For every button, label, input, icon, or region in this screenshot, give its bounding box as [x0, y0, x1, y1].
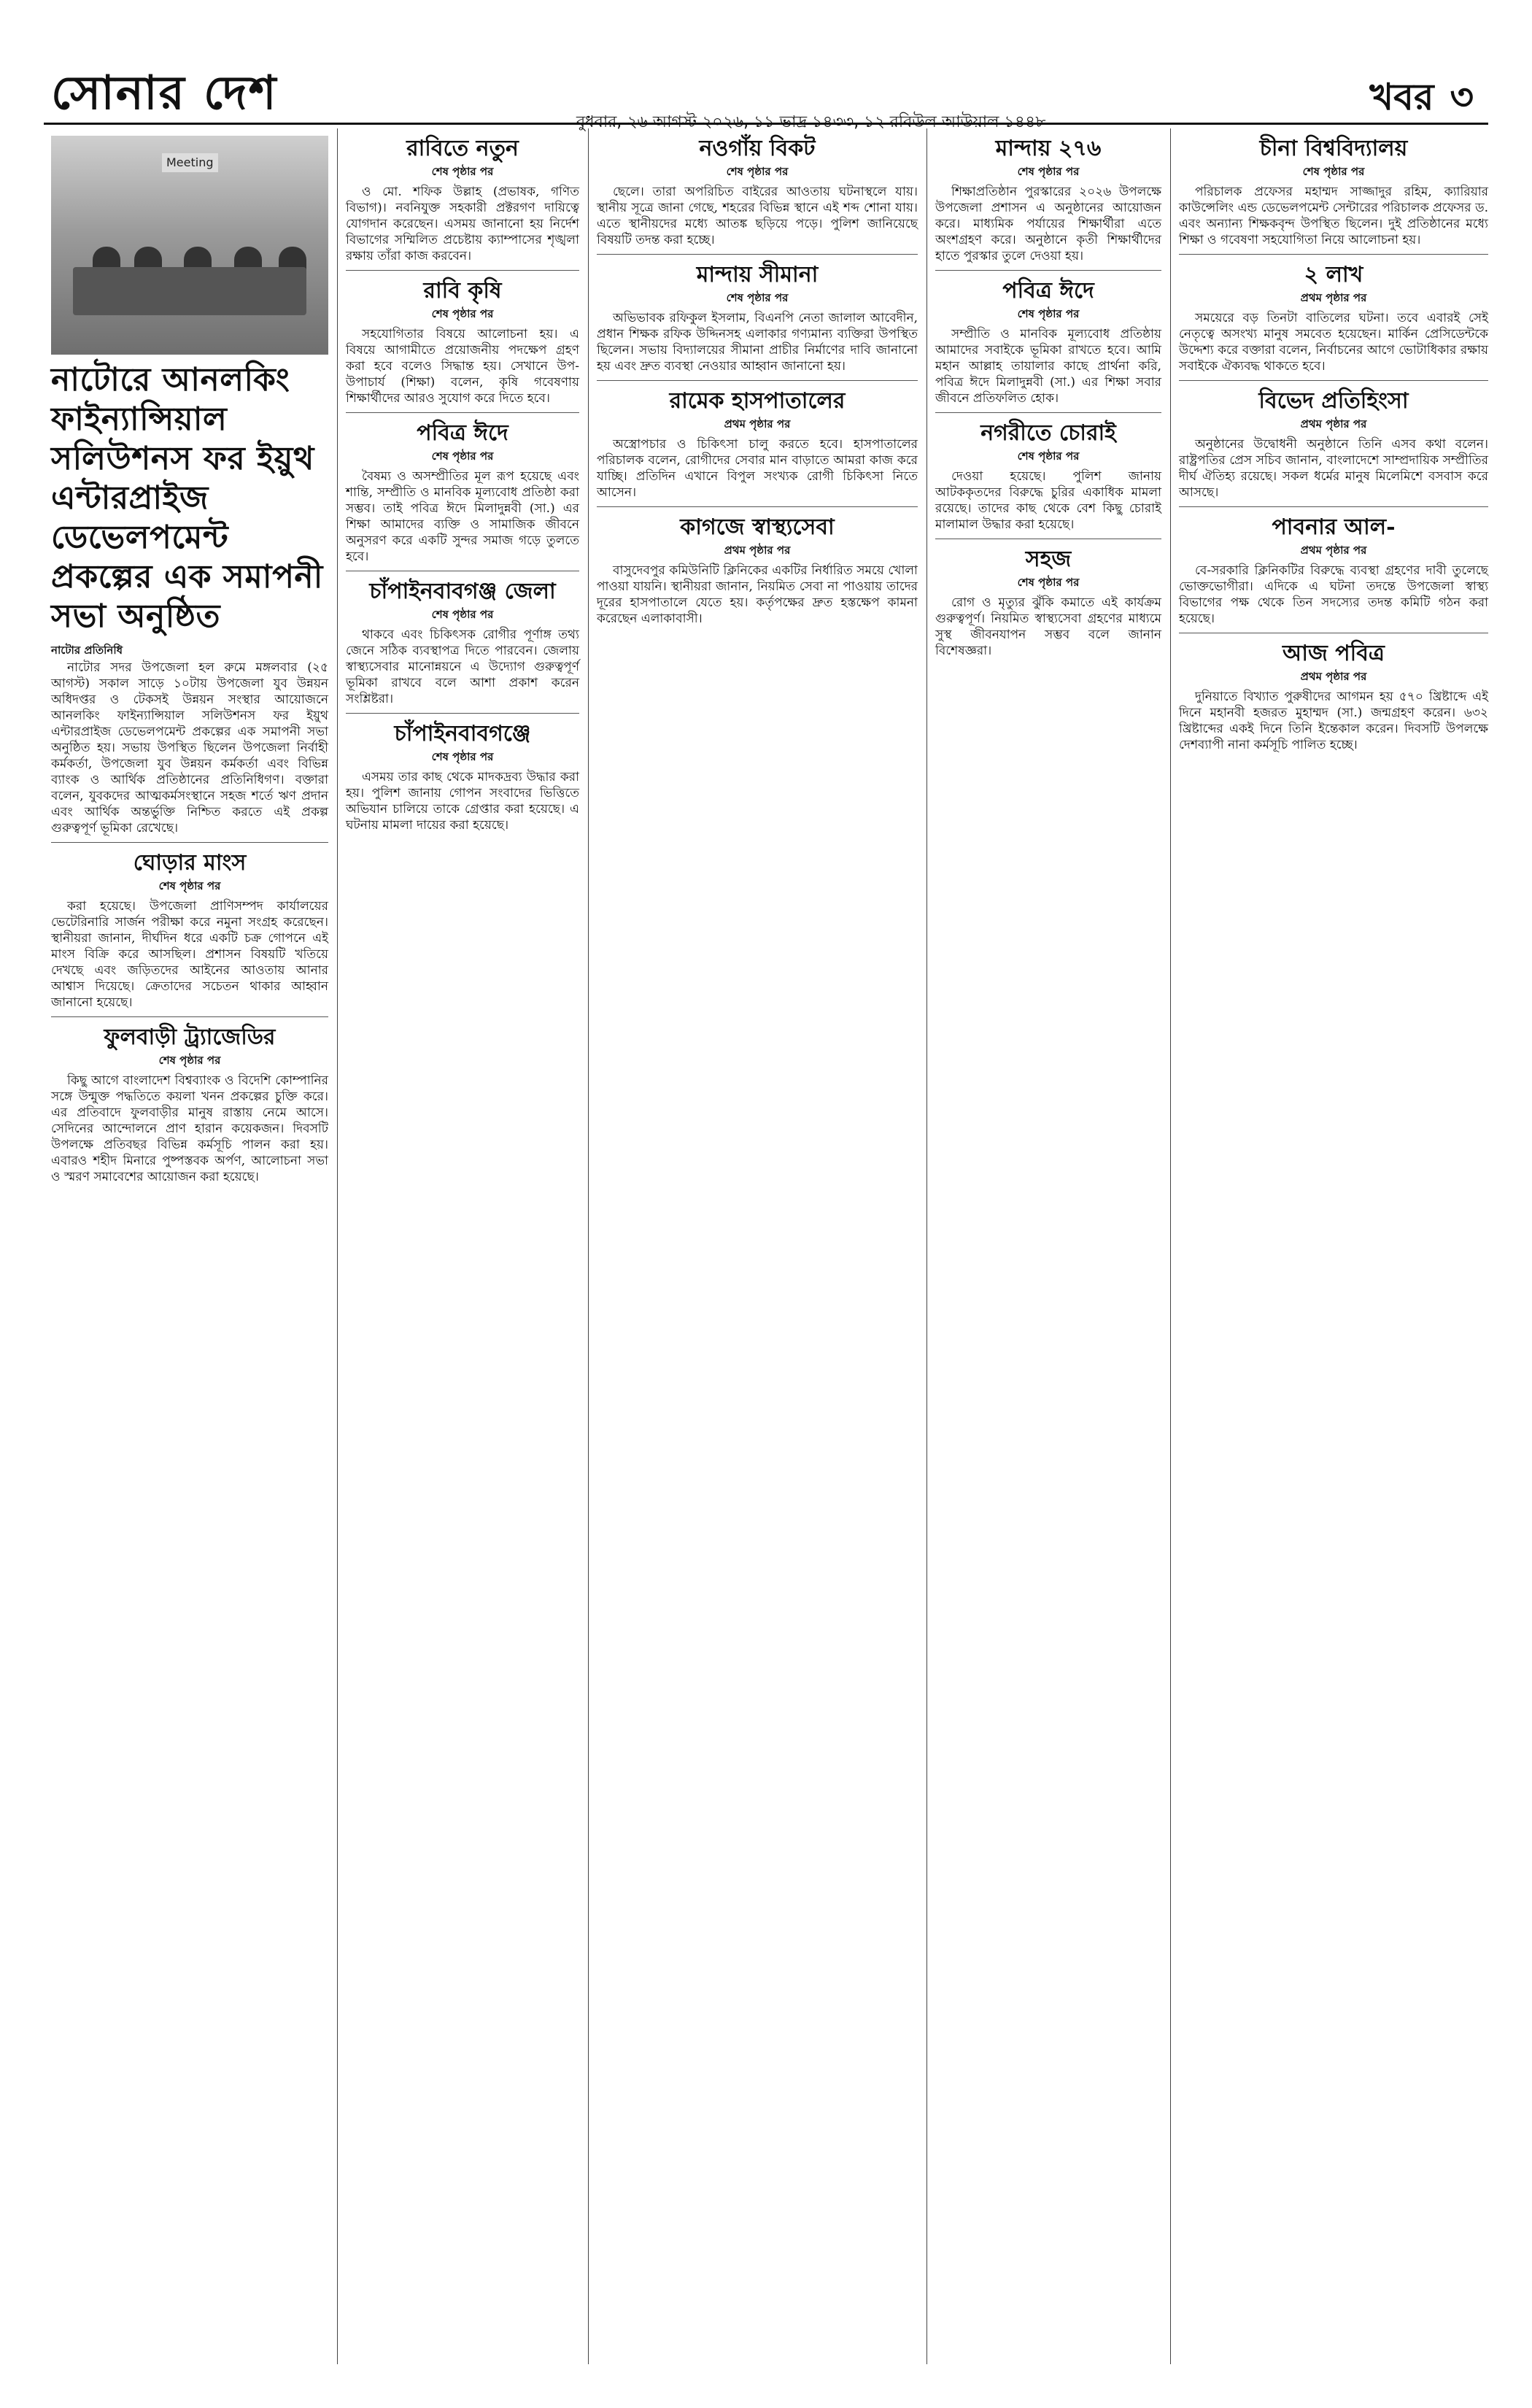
column-1 — [51, 128, 328, 1186]
story-title: চাঁপাইনবাবগঞ্জে — [394, 721, 531, 746]
story-body: পরিচালক প্রফেসর মহাম্মদ সাজ্জাদুর রহিম, ক্যারিয়ার কাউন্সেলিং এন্ড ডেভেলপমেন্ট সেন্টারের পরিচালক প্রফেসর ড. এবং অন্যান্য শিক্ষকবৃন্দ উপস্থিত ছিলেন। দুই প্রতিষ্ঠানের মধ্যে শিক্ষা ও গবেষণা সহযোগিতা নিয়ে আলোচনা হয়। — [1179, 185, 1488, 247]
story-continued: প্রথম পৃষ্ঠার পর — [1300, 670, 1367, 683]
story-title: ২ লাখ — [1304, 262, 1363, 288]
byline: নাটোর প্রতিনিধি — [51, 644, 123, 657]
story-continued: শেষ পৃষ্ঠার পর — [1017, 165, 1080, 178]
story-continued: শেষ পৃষ্ঠার পর — [431, 307, 494, 320]
story-title: নওগাঁয় বিকট — [699, 136, 816, 161]
story-body: অস্ত্রোপচার ও চিকিৎসা চালু করতে হবে। হাসপাতালের পরিচালক বলেন, রোগীদের সেবার মান বাড়াতে আমরা কাজ করে যাচ্ছি। প্রতিদিন এখানে বিপুল সংখ্যক রোগী চিকিৎসা নিতে আসেন। — [597, 437, 918, 500]
story-body: বাসুদেবপুর কমিউনিটি ক্লিনিকের একটির নির্ধারিত সময়ে খোলা পাওয়া যায়নি। স্থানীয়রা জানান, নিয়মিত সেবা না পাওয়ায় তাদের দূরের হাসপাতালে যেতে হয়। কর্তৃপক্ষের দ্রুত হস্তক্ষেপ কামনা করেছেন এলাকাবাসী। — [597, 563, 918, 626]
story-body: এসময় তার কাছ থেকে মাদকদ্রব্য উদ্ধার করা হয়। পুলিশ জানায় গোপন সংবাদের ভিত্তিতে অভিযান চালিয়ে তাকে গ্রেপ্তার করা হয়েছে। এ ঘটনায় মামলা দায়ের করা হয়েছে। — [346, 770, 579, 833]
story-continued: শেষ পৃষ্ঠার পর — [158, 1054, 221, 1067]
story-continued: প্রথম পৃষ্ঠার পর — [1300, 417, 1367, 431]
photo-sign: Meeting — [162, 153, 218, 172]
story-title: নগরীতে চোরাই — [980, 420, 1116, 446]
story-continued: শেষ পৃষ্ঠার পর — [726, 291, 789, 304]
story-body: সময়েরে বড় তিনটা বাতিলের ঘটনা। তবে এবারই সেই নেতৃত্বে অসংখ্য মানুষ সমবেত হয়েছেন। মার্কিন প্রেসিডেন্টকে উদ্দেশ্য করে বক্তারা বলেন, নির্বাচনের আগে ভোটাধিকার রক্ষায় সবাইকে ঐক্যবদ্ধ থাকতে হবে। — [1179, 311, 1488, 374]
story-body: ছেলে। তারা অপরিচিত বাইরের আওতায় ঘটনাস্থলে যায়। স্থানীয় সূত্রে জানা গেছে, শহরের বিভিন্ন স্থানে এই শব্দ শোনা যায়। এতে স্থানীয়দের মধ্যে আতঙ্ক ছড়িয়ে পড়ে। পুলিশ জানিয়েছে বিষয়টি তদন্ত করা হচ্ছে। — [597, 185, 918, 247]
story-continued: শেষ পৃষ্ঠার পর — [431, 165, 494, 178]
story-title: রামেক হাসপাতালের — [669, 388, 846, 414]
masthead — [51, 67, 1488, 126]
story-body: করা হয়েছে। উপজেলা প্রাণিসম্পদ কার্যালয়ের ভেটেরিনারি সার্জন পরীক্ষা করে নমুনা সংগ্রহ করেছেন। স্থানীয়রা জানান, দীর্ঘদিন ধরে একটি চক্র গোপনে এই মাংস বিক্রি করে আসছিল। প্রশাসন বিষয়টি খতিয়ে দেখছে এবং জড়িতদের আইনের আওতায় আনার আশ্বাস দিয়েছে। ক্রেতাদের সচেতন থাকার আহ্বান জানানো হয়েছে। — [51, 899, 328, 1010]
story-body: অনুষ্ঠানের উদ্বোধনী অনুষ্ঠানে তিনি এসব কথা বলেন। রাষ্ট্রপতির প্রেস সচিব জানান, বাংলাদেশে সাম্প্রদায়িক সম্প্রীতির দীর্ঘ ঐতিহ্য রয়েছে। সকল ধর্মের মানুষ মিলেমিশে বসবাস করে আসছে। — [1179, 437, 1488, 500]
story-body: অভিভাবক রফিকুল ইসলাম, বিএনপি নেতা জালাল আবেদীন, প্রধান শিক্ষক রফিক উদ্দিনসহ এলাকার গণ্যমান্য ব্যক্তিরা উপস্থিত ছিলেন। সভায় বিদ্যালয়ের সীমানা প্রাচীর নির্মাণের দাবি জানানো হয় এবং দ্রুত ব্যবস্থা নেওয়ার আহ্বান জানানো হয়। — [597, 311, 918, 374]
meeting-photo — [51, 136, 328, 355]
story-continued: প্রথম পৃষ্ঠার পর — [724, 417, 791, 431]
story-continued: শেষ পৃষ্ঠার পর — [1017, 307, 1080, 320]
newspaper-logo: সোনার দেশ — [51, 66, 278, 120]
masthead-rule — [44, 123, 1488, 125]
story-continued: শেষ পৃষ্ঠার পর — [1017, 449, 1080, 463]
story-title: পবিত্র ঈদে — [1002, 278, 1094, 304]
story-continued: শেষ পৃষ্ঠার পর — [431, 449, 494, 463]
story-title: রাবিতে নতুন — [406, 136, 519, 161]
story-continued: শেষ পৃষ্ঠার পর — [158, 879, 221, 892]
column-3 — [597, 128, 918, 628]
section-label — [1369, 70, 1474, 131]
story-title: পাবনার আল- — [1272, 514, 1396, 540]
story-continued: শেষ পৃষ্ঠার পর — [726, 165, 789, 178]
page-number: ৩ — [1450, 75, 1474, 118]
story-body: দুনিয়াতে বিখ্যাত পুরুষীদের আগমন হয় ৫৭০ খ্রিষ্টাব্দে এই দিনে মহানবী হজরত মুহাম্মদ (সা.) জন্মগ্রহণ করেন। ৬৩২ খ্রিষ্টাব্দের একই দিনে তিনি ইন্তেকাল করেন। দিবসটি উপলক্ষে দেশব্যাপী নানা কর্মসূচি পালিত হচ্ছে। — [1179, 690, 1488, 752]
story-title: সহজ — [1025, 547, 1072, 572]
story-body: ও মো. শফিক উল্লাহ (প্রভাষক, গণিত বিভাগ)। নবনিযুক্ত সহকারী প্রক্টরগণ দায়িত্বে যোগদান করেছেন। এসময় জানানো হয় নির্দেশ বিভাগের সম্মিলিত প্রচেষ্টায় ক্যাম্পাসের শৃঙ্খলা রক্ষায় তাঁরা কাজ করবেন। — [346, 185, 579, 263]
column-2 — [346, 128, 579, 835]
column-5 — [1179, 128, 1488, 755]
lead-body: নাটোর সদর উপজেলা হল রুমে মঙ্গলবার (২৫ আগস্ট) সকাল সাড়ে ১০টায় উপজেলা যুব উন্নয়ন অধিদপ্তর ও টেকসই উন্নয়ন সংস্থার আয়োজনে আনলকিং ফাইন্যান্সিয়াল সলিউশনস ফর ইয়ুথ এন্টারপ্রাইজ ডেভেলপমেন্ট প্রকল্পের এক সমাপনী সভা অনুষ্ঠিত হয়। সভায় উপস্থিত ছিলেন উপজেলা নির্বাহী কর্মকর্তা, উপজেলা যুব উন্নয়ন কর্মকর্তা এবং বিভিন্ন ব্যাংক ও আর্থিক প্রতিষ্ঠানের প্রতিনিধিগণ। বক্তারা বলেন, যুবকদের আত্মকর্মসংস্থানে সহজ শর্তে ঋণ প্রদান এবং আর্থিক অন্তর্ভুক্তি নিশ্চিত করতে এই প্রকল্প গুরুত্বপূর্ণ ভূমিকা রেখেছে। — [51, 660, 328, 836]
lead-headline: নাটোরে আনলকিং ফাইন্যান্সিয়াল সলিউশনস ফর ইয়ুথ এন্টারপ্রাইজ ডেভেলপমেন্ট প্রকল্পের এক সমাপনী সভা অনুষ্ঠিত — [51, 361, 323, 635]
story-continued: শেষ পৃষ্ঠার পর — [431, 750, 494, 763]
story-title: মান্দায় সীমানা — [696, 262, 819, 288]
story-body: কিছু আগে বাংলাদেশ বিশ্বব্যাংক ও বিদেশি কোম্পানির সঙ্গে উন্মুক্ত পদ্ধতিতে কয়লা খনন প্রকল্পের চুক্তি করে। এর প্রতিবাদে ফুলবাড়ীর মানুষ রাস্তায় নেমে আসে। সেদিনের আন্দোলনে প্রাণ হারান কয়েকজন। দিবসটি উপলক্ষে প্রতিবছর বিভিন্ন কর্মসূচি পালন করা হয়। এবারও শহীদ মিনারে পুষ্পস্তবক অর্পণ, আলোচনা সভা ও স্মরণ সমাবেশের আয়োজন করা হয়েছে। — [51, 1073, 328, 1184]
story-title: মান্দায় ২৭৬ — [995, 136, 1102, 161]
story-continued: প্রথম পৃষ্ঠার পর — [1300, 544, 1367, 557]
story-title: চাঁপাইনবাবগঞ্জ জেলা — [369, 579, 556, 604]
story-body: দেওয়া হয়েছে। পুলিশ জানায় আটককৃতদের বিরুদ্ধে চুরির একাধিক মামলা রয়েছে। তাদের কাছ থেকে বেশ কিছু চোরাই মালামাল উদ্ধার করা হয়েছে। — [935, 469, 1161, 532]
story-continued: শেষ পৃষ্ঠার পর — [1302, 165, 1365, 178]
story-title: আজ পবিত্র — [1283, 641, 1385, 666]
story-title: চীনা বিশ্ববিদ্যালয় — [1259, 136, 1408, 161]
story-title: ফুলবাড়ী ট্র্যাজেডির — [104, 1024, 276, 1050]
story-title: রাবি কৃষি — [423, 278, 502, 304]
story-continued: প্রথম পৃষ্ঠার পর — [724, 544, 791, 557]
story-body: শিক্ষাপ্রতিষ্ঠান পুরস্কারের ২০২৬ উপলক্ষে উপজেলা প্রশাসন এ অনুষ্ঠানের আয়োজন করে। মাধ্যমিক পর্যায়ের শিক্ষার্থীরা এতে অংশগ্রহণ করে। অনুষ্ঠানে কৃতী শিক্ষার্থীদের হাতে পুরস্কার তুলে দেওয়া হয়। — [935, 185, 1161, 263]
story-title: বিভেদ প্রতিহিংসা — [1258, 388, 1409, 414]
story-title: ঘোড়ার মাংস — [133, 850, 247, 876]
section-name: খবর — [1369, 75, 1434, 118]
story-body: থাকবে এবং চিকিৎসক রোগীর পূর্ণাঙ্গ তথ্য জেনে সঠিক ব্যবস্থাপত্র দিতে পারবেন। জেলায় স্বাস্থ্যসেবার মানোন্নয়নে এ উদ্যোগ গুরুত্বপূর্ণ ভূমিকা রাখবে বলে আশা প্রকাশ করেন সংশ্লিষ্টরা। — [346, 628, 579, 706]
story-body: বৈষম্য ও অসম্প্রীতির মূল রূপ হয়েছে এবং শান্তি, সম্প্রীতি ও মানবিক মূল্যবোধ প্রতিষ্ঠা করা সম্ভব। তাই পবিত্র ঈদে মিলাদুন্নবী (সা.) এর শিক্ষা আমাদের ব্যক্তি ও সামাজিক জীবনে অনুসরণ করে একটি সুন্দর সমাজ গড়ে তুলতে হবে। — [346, 469, 579, 564]
story-body: সহযোগিতার বিষয়ে আলোচনা হয়। এ বিষয়ে আগামীতে প্রয়োজনীয় পদক্ষেপ গ্রহণ করা হবে বলেও সিদ্ধান্ত হয়। সেখানে উপ-উপাচার্য (শিক্ষা) বলেন, কৃষি গবেষণায় শিক্ষার্থীদের আরও সুযোগ করে দিতে হবে। — [346, 327, 579, 406]
story-continued: শেষ পৃষ্ঠার পর — [431, 608, 494, 621]
story-title: কাগজে স্বাস্থ্যসেবা — [680, 514, 835, 540]
story-body: রোগ ও মৃত্যুর ঝুঁকি কমাতে এই কার্যক্রম গুরুত্বপূর্ণ। নিয়মিত স্বাস্থ্যসেবা গ্রহণের মাধ্যমে সুস্থ জীবনযাপন সম্ভব বলে জানান বিশেষজ্ঞরা। — [935, 595, 1161, 658]
story-title: পবিত্র ঈদে — [417, 420, 508, 446]
story-body: সম্প্রীতি ও মানবিক মূল্যবোধ প্রতিষ্ঠায় আমাদের সবাইকে ভূমিকা রাখতে হবে। আমি মহান আল্লাহ তায়ালার কাছে প্রার্থনা করি, পবিত্র ঈদে মিলাদুন্নবী (সা.) এর শিক্ষা সবার জীবনে প্রতিফলিত হোক। — [935, 327, 1161, 406]
story-continued: প্রথম পৃষ্ঠার পর — [1300, 291, 1367, 304]
story-body: বে-সরকারি ক্লিনিকটির বিরুদ্ধে ব্যবস্থা গ্রহণের দাবী তুলেছে ভোক্তভোগীরা। এদিকে এ ঘটনা তদন্তে উপজেলা স্বাস্থ্য বিভাগের পক্ষ থেকে তিন সদস্যের তদন্ত কমিটি গঠন করা হয়েছে। — [1179, 563, 1488, 626]
story-continued: শেষ পৃষ্ঠার পর — [1017, 576, 1080, 589]
column-4 — [935, 128, 1161, 660]
